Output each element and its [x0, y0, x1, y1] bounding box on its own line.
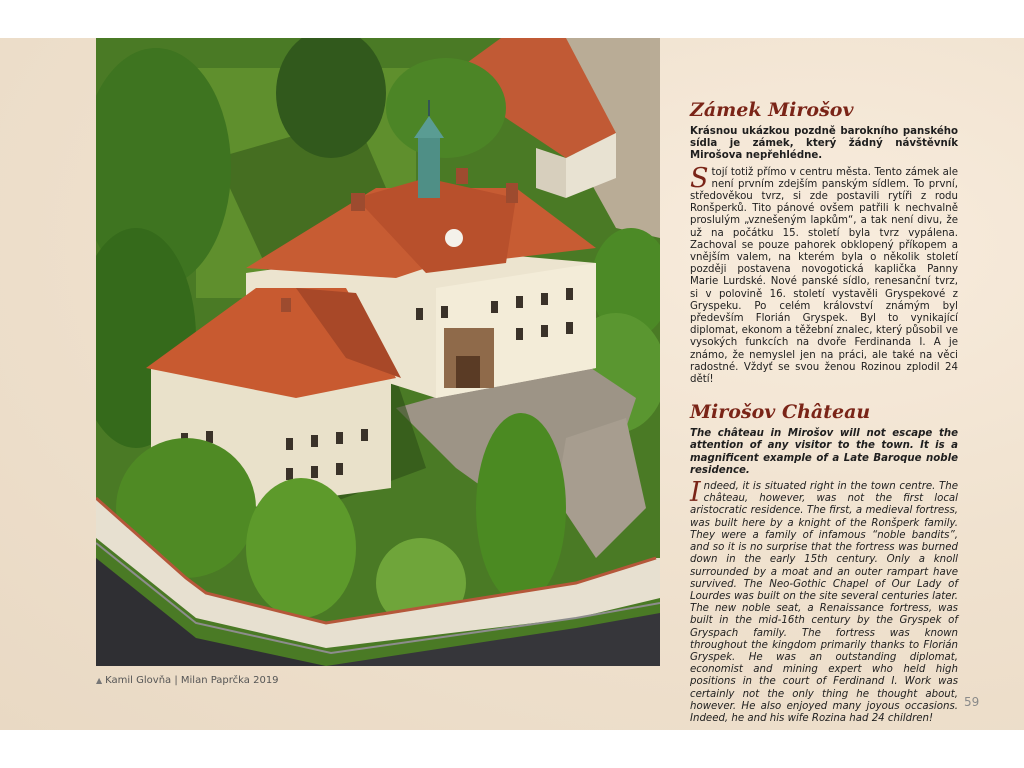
article-text: [690, 98, 958, 725]
english-lead: The château in Mirošov will not escape the attention of any visitor to the town. It is a magnificent example of a Late Baroque noble residence.: [690, 428, 958, 476]
credit-arrow-icon: ▲: [96, 676, 103, 685]
czech-dropcap: S: [690, 162, 709, 194]
czech-body: [690, 162, 958, 387]
english-body-text: ndeed, it is situated right in the town centre. The château, however, was not the first local aristocratic residence. The first, a medieval fortress, was built here by a knight of the Ronšperk family. They were a family of infamous “noble bandits”, and so it is no surprise that the fortress was burned down in the early 15th century. Only a knoll surrounded by a moat and an outer rampart have survived. The Neo-Gothic Chapel of Our Lady of Lourdes was built on the site several centuries later. The new noble seat, a Renaissance fortress, was built in the mid-16th century by the Gryspek of Gryspach family. The fortress was known throughout the kingdom primarily thanks to Florián Gryspek. He was an outstanding diplomat, economist and mining expert who held high positions in the court of Ferdinand I. Work was certainly not the only thing he thought about, however. He also enjoyed many joyous occasions. Indeed, he and his wife Rozina had 24 children!: [690, 481, 958, 724]
chateau-aerial-photo: [96, 38, 660, 666]
english-body: [690, 477, 958, 725]
photo-credit-text: Kamil Glovňa | Milan Paprčka 2019: [105, 675, 279, 686]
page-number: 59: [964, 695, 980, 709]
book-page: [0, 38, 1024, 730]
czech-title: Zámek Mirošov: [690, 99, 854, 121]
english-title: Mirošov Château: [690, 401, 871, 424]
czech-body-text: tojí totiž přímo v centru města. Tento zámek ale není prvním zdejším panským sídlem. To první, středověkou tvrz, si zde postavili rytíři z rodu Ronšperků. Tito pánové ovšem patřili k nechvalně proslulým „vznešeným lapkům“, a tak není divu, že už na počátku 15. století byla tvrz vypálena. Zachoval se pouze pahorek obklopený příkopem a vnějším valem, na kterém byla o několik století později postavena novogotická kaplička Panny Marie Lurdské. Nové panské sídlo, renesanční tvrz, si v polovině 16. století vystavěli Gryspekové z Gryspeku. Po celém království známým byl především Florián Gryspek. Byl to vynikající diplomat, ekonom a těžební znalec, který působil ve vysokých funkcích na dvoře Ferdinanda I. A je známo, že nemyslel jen na práci, ale také na věci radostné. Vždyť se svou ženou Rozinou zplodil 24 dětí!: [690, 166, 958, 386]
photo-credit: [96, 675, 279, 686]
english-section: [690, 400, 958, 725]
czech-section: [690, 98, 958, 386]
czech-lead: Krásnou ukázkou pozdně barokního panského sídla je zámek, který žádný návštěvník Mirošova nepřehlédne.: [690, 126, 958, 162]
english-dropcap: I: [690, 477, 701, 509]
